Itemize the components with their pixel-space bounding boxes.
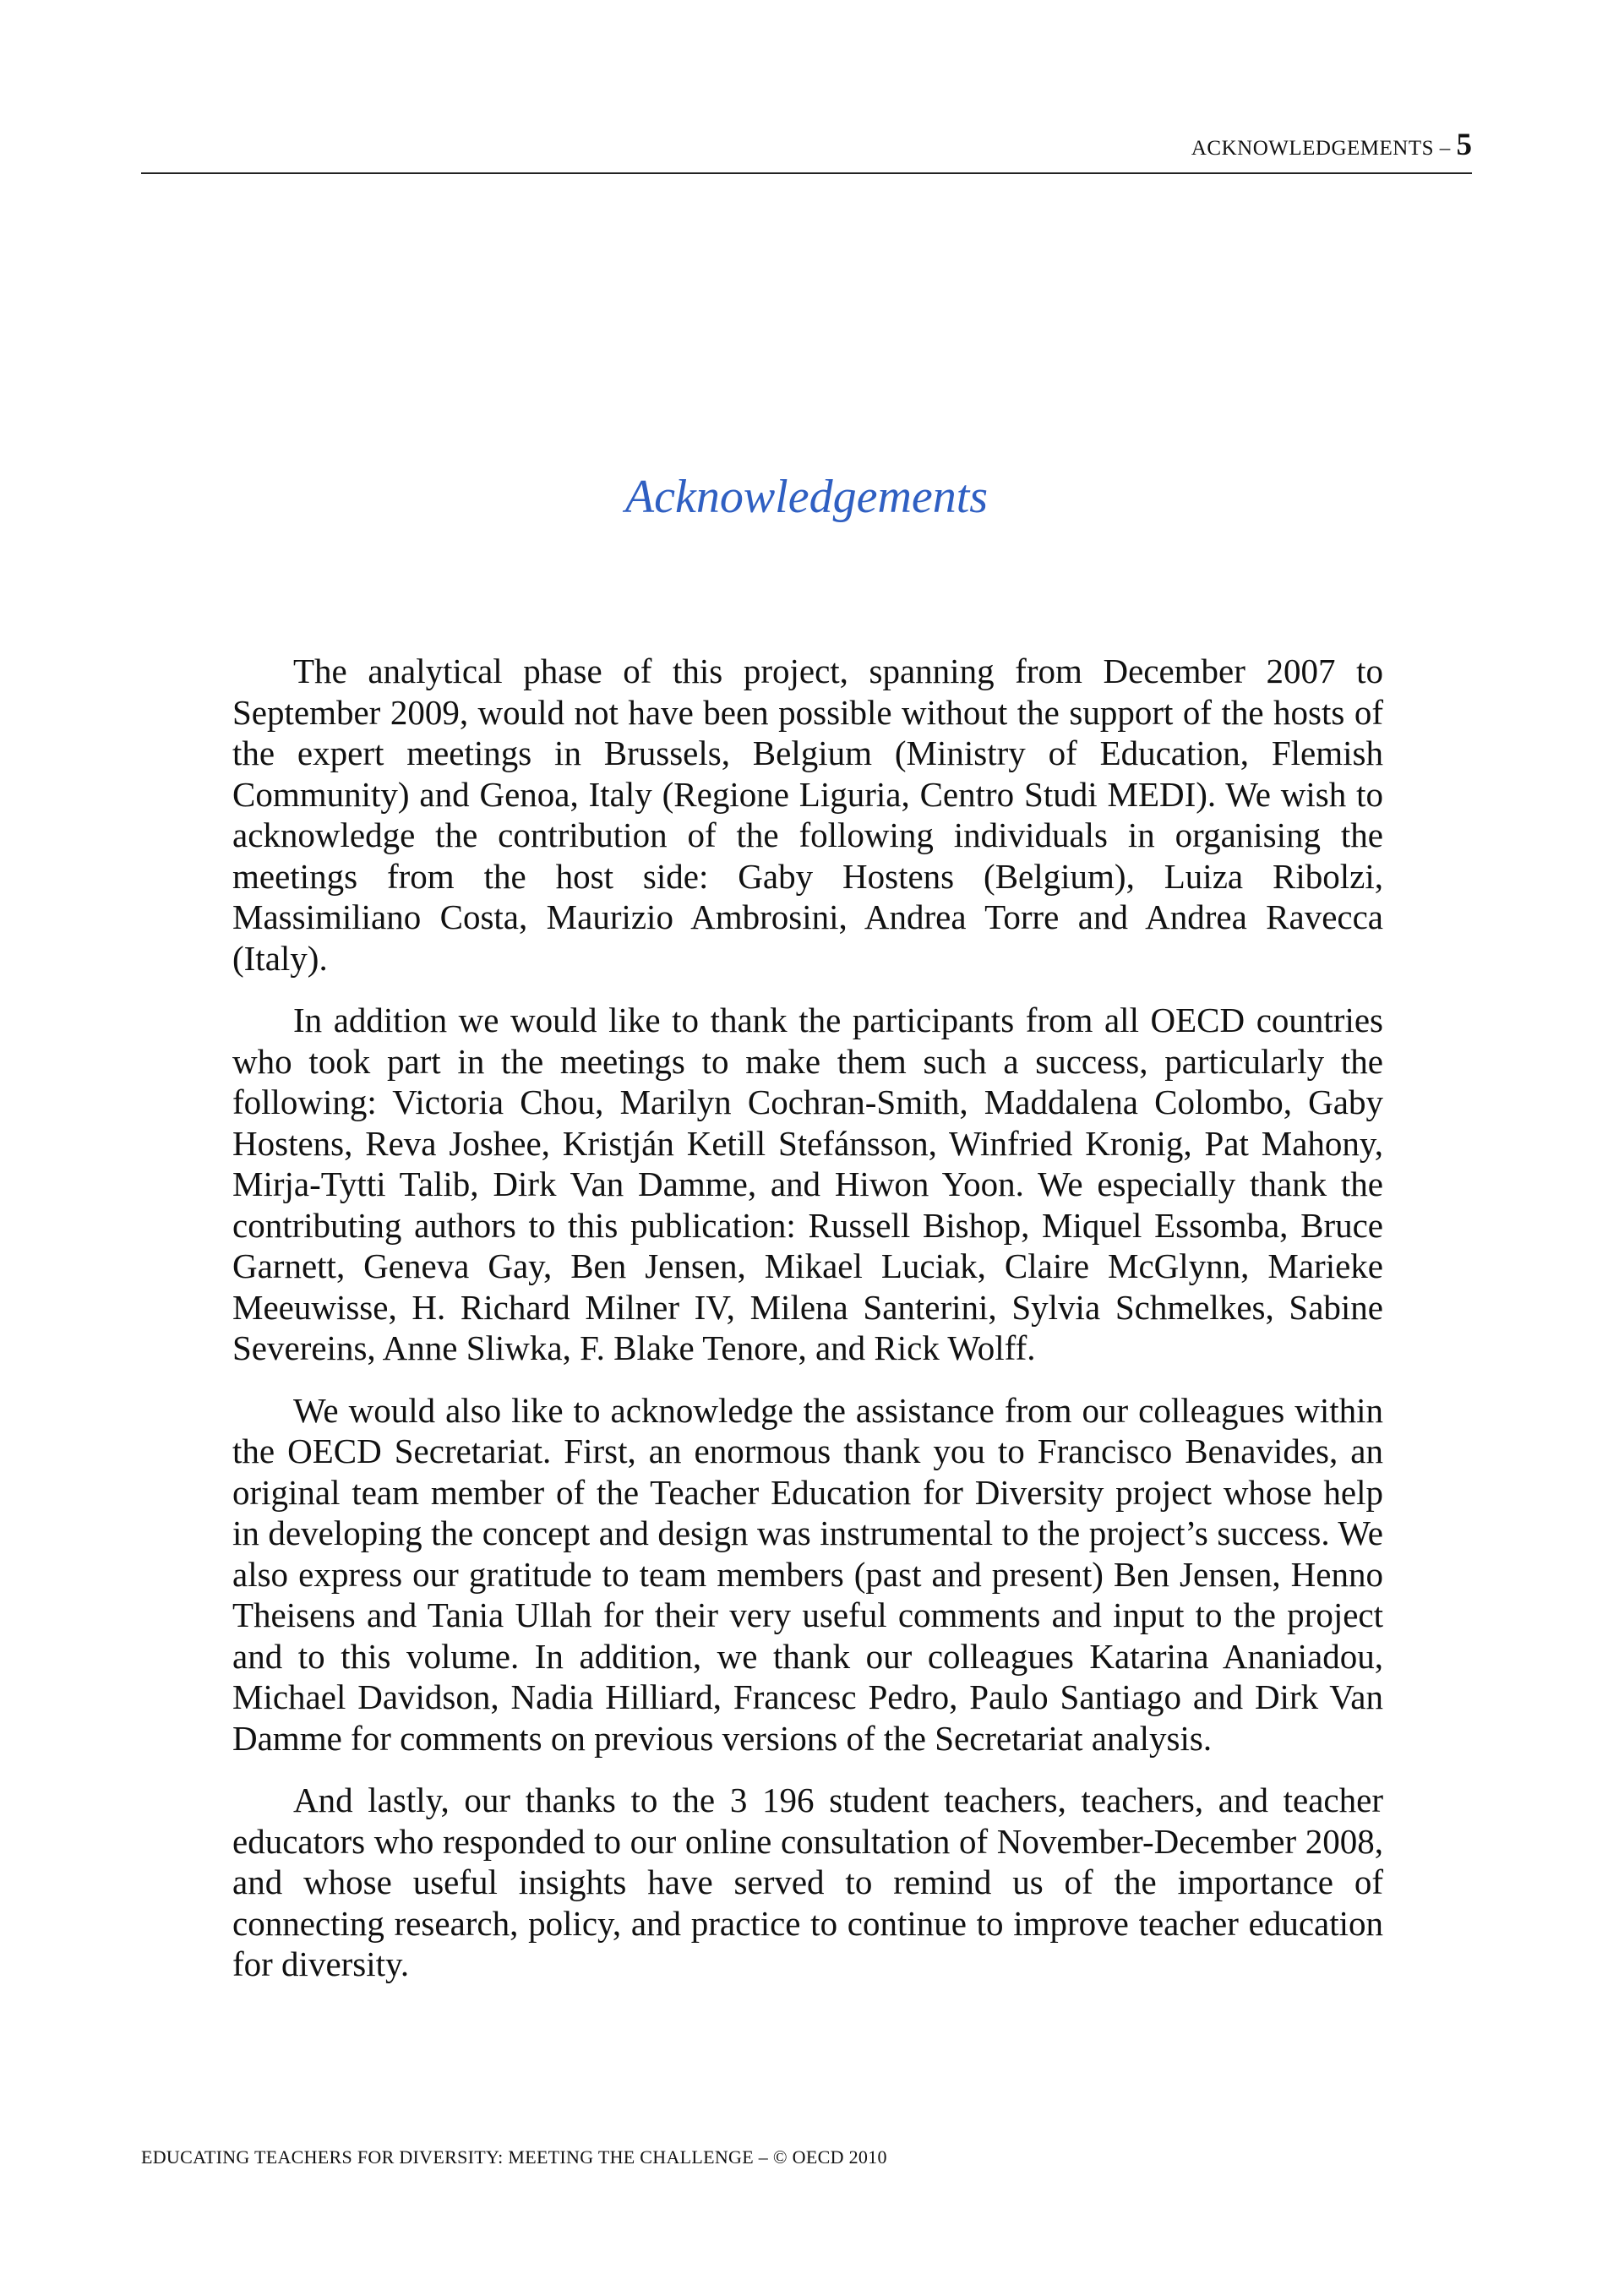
page-footer: EDUCATING TEACHERS FOR DIVERSITY: MEETING THE CHALLENGE – © OECD 2010 — [141, 2146, 887, 2168]
running-header — [141, 128, 1472, 166]
paragraph-1: The analytical phase of this project, spanning from December 2007 to September 2009, would not have been possible without the support of the hosts of the expert meetings in Brussels, Belgium (Ministry of Education, Flemish Community) and Genoa, Italy (Regione Liguria, Centro Studi MEDI). We wish to acknowledge the contribution of the following individuals in organising the meetings from the host side: Gaby Hostens (Belgium), Luiza Ribolzi, Massimiliano Costa, Maurizio Ambrosini, Andrea Torre and Andrea Ravecca (Italy). — [232, 652, 1383, 978]
paragraph-3: We would also like to acknowledge the assistance from our colleagues within the OECD Secretariat. First, an enormous thank you to Francisco Benavides, an original team member of the Teacher Education for Diversity project whose help in developing the concept and design was instrumental to the project’s success. We also express our gratitude to team members (past and present) Ben Jensen, Henno Theisens and Tania Ullah for their very useful comments and input to the project and to this volume. In addition, we thank our colleagues Katarina Ananiadou, Michael Davidson, Nadia Hilliard, Francesc Pedro, Paulo Santiago and Dirk Van Damme for comments on previous versions of the Secretariat analysis. — [232, 1390, 1383, 1758]
running-header-title: ACKNOWLEDGEMENTS – — [1191, 137, 1457, 160]
page-title: Acknowledgements — [624, 471, 989, 523]
body-text — [232, 651, 1383, 2006]
paragraph-2: In addition we would like to thank the participants from all OECD countries who took part in the meetings to make them such a success, particularly the following: Victoria Chou, Marilyn Cochran-Smith, Maddalena Colombo, Gaby Hostens, Reva Joshee, Kristján Ketill Stefánsson, Winfried Kronig, Pat Mahony, Mirja-Tytti Talib, Dirk Van Damme, and Hiwon Yoon. We especially thank the contributing authors to this publication: Russell Bishop, Miquel Essomba, Bruce Garnett, Geneva Gay, Ben Jensen, Mikael Luciak, Claire McGlynn, Marieke Meeuwisse, H. Richard Milner IV, Milena Santerini, Sylvia Schmelkes, Sabine Severeins, Anne Sliwka, F. Blake Tenore, and Rick Wolff. — [232, 1001, 1383, 1367]
page-number: 5 — [1456, 128, 1472, 162]
paragraph-4: And lastly, our thanks to the 3 196 student teachers, teachers, and teacher educators who responded to our online consultation of November-December 2008, and whose useful insights have served to remind us of the importance of connecting research, policy, and practice to continue to improve teacher education for diversity. — [232, 1781, 1383, 1983]
header-rule — [141, 172, 1472, 174]
